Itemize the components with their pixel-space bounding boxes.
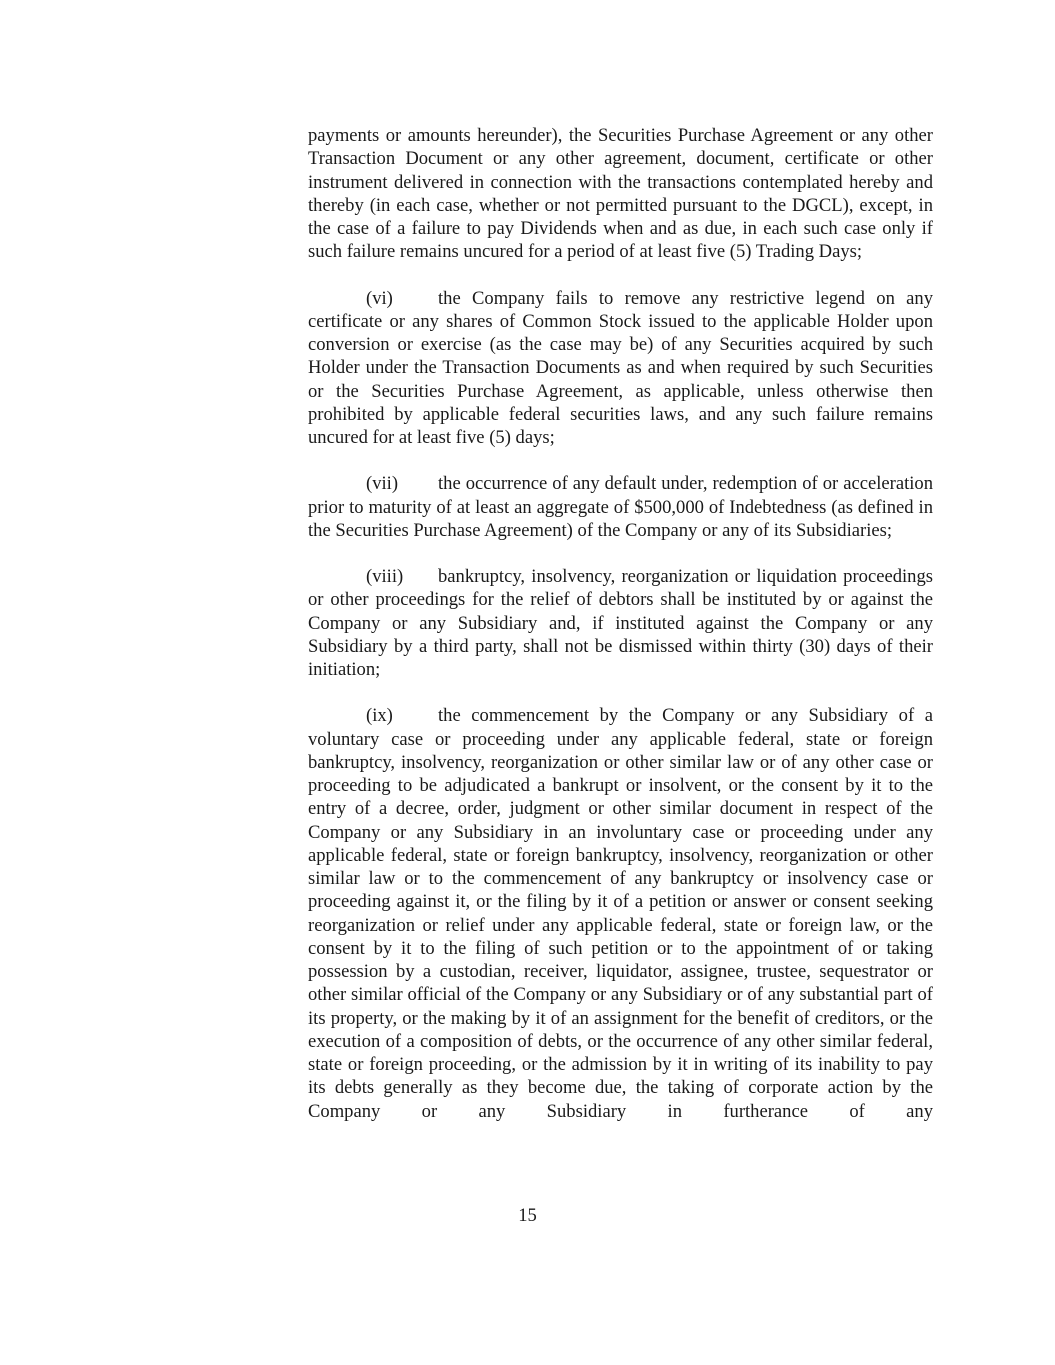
clause-label: (viii) — [366, 566, 404, 587]
clause-vii — [308, 472, 933, 542]
clause-text: bankruptcy, insolvency, reorganization or liquidation proceedings or other proceedings for the relief of debtors shall be instituted by or against the Company or any Subsidiary and, if instituted against the Company or any Subsidiary by a third party, shall not be dismissed within thirty (30) days of their initiation; — [308, 566, 933, 680]
clause-ix — [308, 704, 933, 1123]
clause-text: the commencement by the Company or any Subsidiary of a voluntary case or proceeding under any applicable federal, state or foreign bankruptcy, insolvency, reorganization or other similar law or of any other case or proceeding to be adjudicated a bankrupt or insolvent, or the consent by it to the entry of a decree, order, judgment or other similar document in respect of the Company or any Subsidiary in an involuntary case or proceeding under any applicable federal, state or foreign bankruptcy, insolvency, reorganization or other similar law or to the commencement of any bankruptcy or insolvency case or proceeding against it, or the filing by it of a petition or answer or consent seeking reorganization or relief under any applicable federal, state or foreign law, or the consent by it to the filing of such petition or to the appointment of or taking possession by a custodian, receiver, liquidator, assignee, trustee, sequestrator or other similar official of the Company or any Subsidiary or of any substantial part of its property, or the making by it of an assignment for the benefit of creditors, or the execution of a composition of debts, or the occurrence of any other similar federal, state or foreign proceeding, or the admission by it in writing of its inability to pay its debts generally as they become due, the taking of corporate action by the Company or any Subsidiary in furtherance of any — [308, 705, 933, 1122]
clause-text: the occurrence of any default under, redemption of or acceleration prior to maturity of at least an aggregate of $500,000 of Indebtedness (as defined in the Securities Purchase Agreement) of the Company or any of its Subsidiaries; — [308, 473, 933, 541]
clause-label: (vii) — [366, 473, 399, 495]
page-number: 15 — [518, 1205, 537, 1226]
clause-text: the Company fails to remove any restrictive legend on any certificate or any shares of Common Stock issued to the applicable Holder upon conversion or exercise (as the case may be) of any Securities acquired by such Holder under the Transaction Documents as and when required by such Securities or the Securities Purchase Agreement, as applicable, unless otherwise then prohibited by applicable federal securities laws, and any such failure remains uncured for at least five (5) days; — [308, 287, 933, 448]
clause-vi — [308, 287, 933, 450]
paragraph-continuation — [308, 124, 933, 264]
document-text-block — [308, 124, 933, 1123]
clause-label: (ix) — [366, 705, 393, 727]
paragraph-text: payments or amounts hereunder), the Securities Purchase Agreement or any other Transaction Document or any other agreement, document, certificate or other instrument delivered in connection with the transactions contemplated hereby and thereby (in each case, whether or not permitted pursuant to the DGCL), except, in the case of a failure to pay Dividends when and as due, in each such case only if such failure remains uncured for a period of at least five (5) Trading Days; — [308, 125, 933, 263]
clause-viii — [308, 565, 933, 681]
clause-label: (vi) — [366, 287, 393, 309]
